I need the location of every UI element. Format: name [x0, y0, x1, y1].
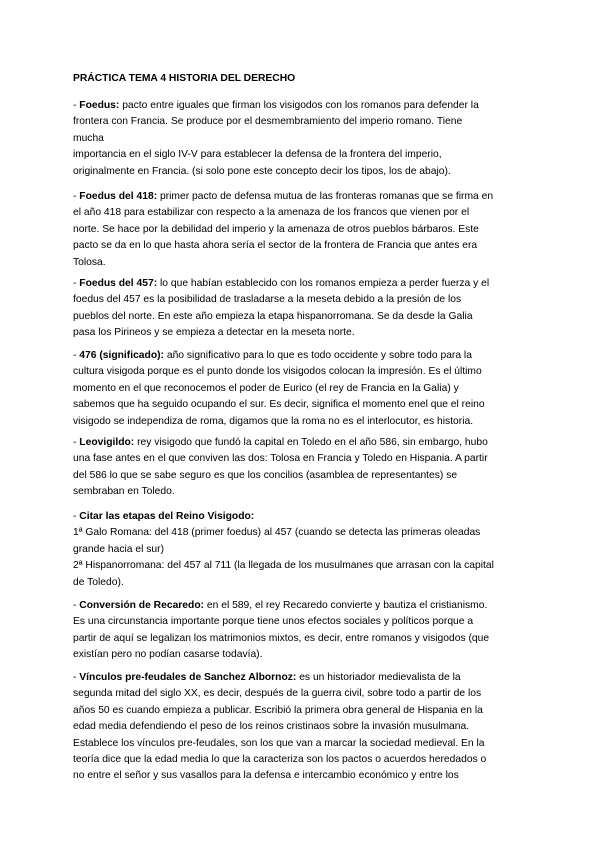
section-recaredo [73, 598, 533, 664]
section-line: sembraban en Toledo. [73, 486, 175, 498]
section-line: del 586 lo que se sabe seguro es que los concilios (asamblea de representantes) se [73, 469, 458, 481]
section-foedus-457 [73, 276, 533, 342]
section-line: existían pero no podían casarse todavía). [73, 649, 263, 661]
page-title: PRÁCTICA TEMA 4 HISTORIA DEL DERECHO [73, 73, 296, 84]
section-first-line: - Foedus: pacto entre iguales que firman los visigodos con los romanos para defender la [73, 100, 479, 111]
section-heading: Leovigildo: [79, 437, 135, 448]
section-line: el año 418 para estabilizar con respecto a la amenaza de los francos que vienen por el [73, 207, 470, 219]
section-heading: 476 (significado): [79, 350, 164, 361]
section-heading: Foedus del 457: [79, 278, 158, 289]
section-line: Tolosa. [73, 256, 106, 268]
section-text: primer pacto de defensa mutua de las fronteras romanas que se firma en [157, 191, 494, 202]
section-text: en el 589, el rey Recaredo convierte y bautiza el cristianismo. [204, 600, 488, 611]
section-heading: Conversión de Recaredo: [79, 600, 205, 611]
section-first-line: - Foedus del 457: lo que habían establecido con los romanos empieza a perder fuerza y el [73, 278, 490, 289]
section-text: lo que habían establecido con los romanos empieza a perder fuerza y el [157, 278, 490, 289]
section-line: no entre el señor y sus vasallos para la defensa e intercambio económico y entre los [73, 770, 459, 782]
section-line: norte. Se hace por la debilidad del imperio y la amenaza de otros pueblos bárbaros. Este [73, 223, 479, 235]
section-line: cultura visigoda porque es el punto donde los visigodos colocan la impresión. Es el último [73, 366, 482, 378]
section-heading: Vínculos pre-feudales de Sanchez Albornoz: [79, 672, 297, 683]
section-text: rey visigodo que fundó la capital en Toledo en el año 586, sin embargo, hubo [134, 437, 488, 448]
section-foedus [73, 98, 533, 180]
section-first-line: - Conversión de Recaredo: en el 589, el rey Recaredo convierte y bautiza el cristianismo. [73, 600, 488, 611]
section-line: pueblos del norte. En este año empieza la etapa hispanorromana. Se da desde la Galia [73, 310, 473, 322]
section-line: de Toledo). [73, 576, 124, 588]
section-text: es un historiador medievalista de la [296, 672, 461, 683]
section-line: teoría dice que la edad media lo que la caracteriza son los pactos o acuerdos heredados o [73, 754, 487, 766]
section-first-line: - Leovigildo: rey visigodo que fundó la capital en Toledo en el año 586, sin embargo, hubo [73, 437, 488, 448]
section-foedus-418 [73, 189, 533, 271]
section-etapas [73, 509, 533, 591]
section-line: 2ª Hispanorromana: del 457 al 711 (la llegada de los musulmanes que arrasan con la capital [73, 560, 494, 572]
section-line: sabemos que ha seguido ocupando el sur. Es decir, significa el momento enel que el reino [73, 399, 485, 411]
section-line: grande hacia el sur) [73, 543, 165, 555]
section-line: años 50 es cuando empieza a publicar. Escribió la primera obra general de Hispania en la [73, 704, 483, 716]
section-first-line: - 476 (significado): año significativo para lo que es todo occidente y sobre todo para la [73, 350, 472, 361]
section-line: momento en el que reconocemos el poder de Eurico (el rey de Francia en la Galia) y [73, 382, 459, 394]
section-line: foedus del 457 es la posibilidad de trasladarse a la meseta debido a la presión de los [73, 294, 462, 306]
section-line: frontera con Francia. Se produce por el desmembramiento del imperio romano. Tiene [73, 116, 463, 128]
section-line: segunda mitad del siglo XX, es decir, después de la guerra civil, sobre todo a partir de los [73, 688, 482, 700]
section-line: originalmente en Francia. (si solo pone este concepto decir los tipos, los de abajo). [73, 165, 451, 177]
section-476 [73, 348, 533, 430]
section-heading: Citar las etapas del Reino Visigodo: [79, 511, 255, 522]
section-line: Establece los vínculos pre-feudales, son los que van a marcar la sociedad medieval. En la [73, 737, 485, 749]
section-heading: Foedus del 418: [79, 191, 158, 202]
section-leovigildo [73, 435, 533, 501]
section-heading: Foedus: [79, 100, 120, 111]
section-first-line: - Vínculos pre-feudales de Sanchez Albornoz: es un historiador medievalista de la [73, 672, 461, 683]
section-line: una fase antes en el que conviven las dos: Tolosa en Francia y Toledo en Hispania. A partir [73, 453, 488, 465]
section-vinculos [73, 670, 533, 785]
section-line: visigodo se independiza de roma, digamos que la roma no es el interlocutor, es historia. [73, 415, 474, 427]
section-line: 1ª Galo Romana: del 418 (primer foedus) al 457 (cuando se detecta las primeras oleadas [73, 527, 481, 539]
section-text: pacto entre iguales que firman los visigodos con los romanos para defender la [119, 100, 479, 111]
section-line: edad media defendiendo el peso de los reinos cristinaos sobre la invasión musulmana. [73, 721, 470, 733]
section-line: mucha [73, 132, 104, 144]
section-line: Es una circunstancia importante porque tiene unos efectos sociales y políticos porque a [73, 616, 474, 628]
section-first-line: - Citar las etapas del Reino Visigodo: [73, 511, 255, 522]
section-text: año significativo para lo que es todo occidente y sobre todo para la [163, 350, 472, 361]
section-line: importancia en el siglo IV-V para establecer la defensa de la frontera del imperio, [73, 149, 442, 161]
section-line: partir de aquí se legalizan los matrimonios mixtos, es decir, entre romanos y visigodos (que [73, 632, 490, 644]
section-first-line: - Foedus del 418: primer pacto de defensa mutua de las fronteras romanas que se firma en [73, 191, 494, 202]
section-line: pasa los Pirineos y se empieza a detectar en la meseta norte. [73, 327, 355, 339]
section-line: pacto se da en lo que hasta ahora sería el sector de la frontera de Francia que antes era [73, 240, 478, 252]
